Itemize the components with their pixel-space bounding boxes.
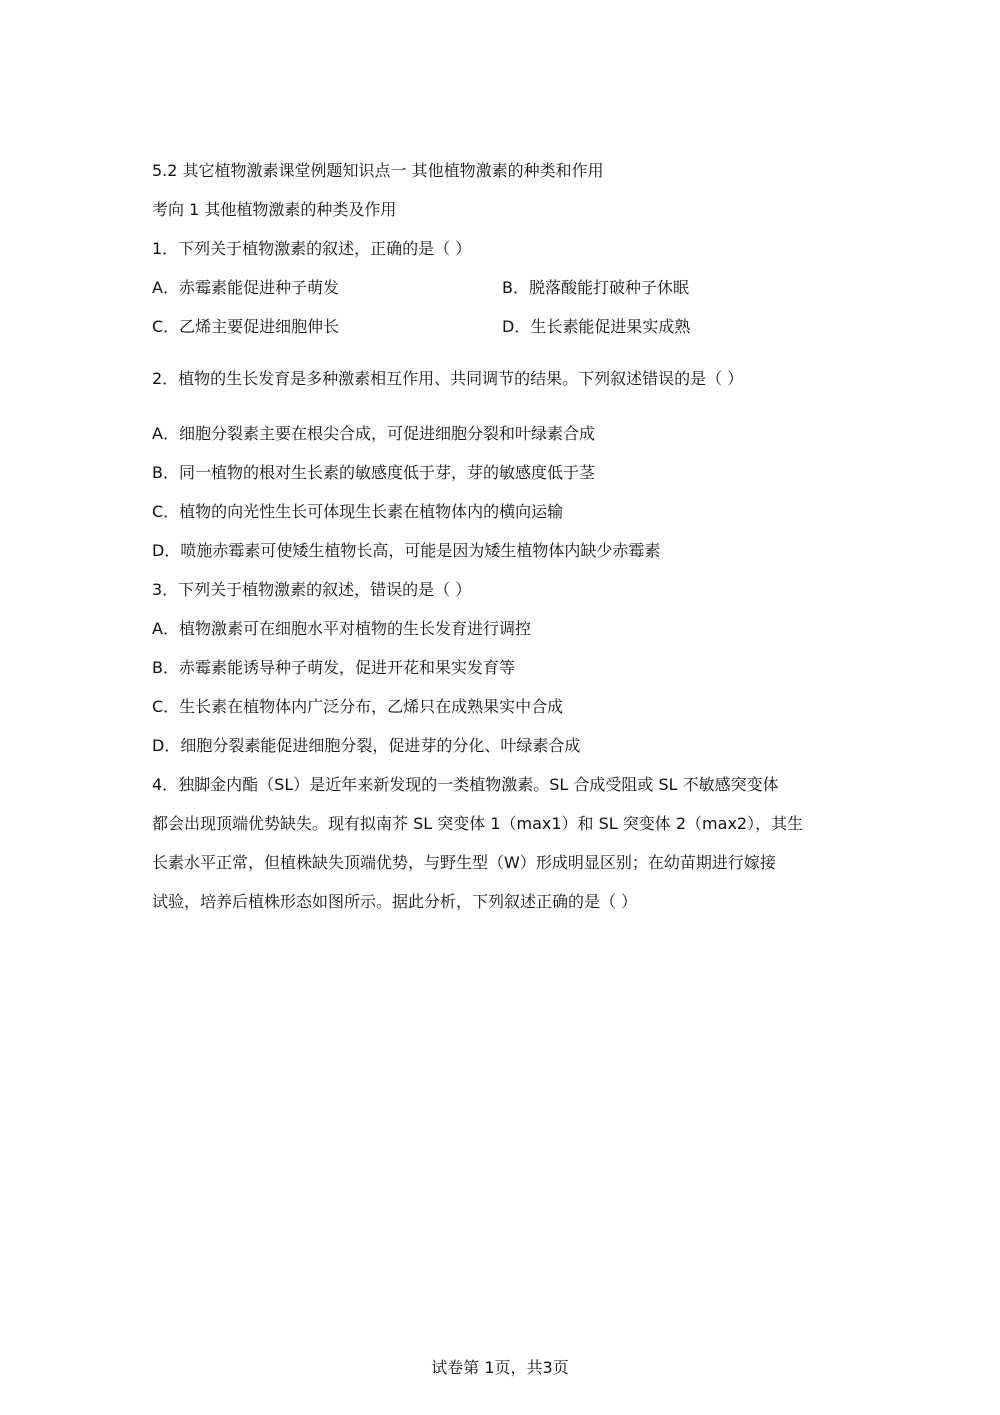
question-2-stem: 2．植物的生长发育是多种激素相互作用、共同调节的结果。下列叙述错误的是（ ） bbox=[152, 369, 744, 388]
question-1-option-a: A．赤霉素能促进种子萌发 bbox=[152, 278, 339, 297]
question-2-option-a: A．细胞分裂素主要在根尖合成，可促进细胞分裂和叶绿素合成 bbox=[152, 424, 595, 443]
question-4-stem-line-1: 4．独脚金内酯（SL）是近年来新发现的一类植物激素。SL 合成受阻或 SL 不敏感突变体 bbox=[152, 775, 779, 794]
question-4-stem-line-2: 都会出现顶端优势缺失。现有拟南芥 SL 突变体 1（max1）和 SL 突变体 2（max2），其生 bbox=[152, 814, 804, 833]
question-2-option-c: C．植物的向光性生长可体现生长素在植物体内的横向运输 bbox=[152, 502, 564, 521]
question-3-option-d: D．细胞分裂素能促进细胞分裂，促进芽的分化、叶绿素合成 bbox=[152, 736, 581, 755]
question-2-option-d: D．喷施赤霉素可使矮生植物长高，可能是因为矮生植物体内缺少赤霉素 bbox=[152, 541, 661, 560]
section-subtitle: 考向 1 其他植物激素的种类及作用 bbox=[152, 200, 397, 219]
document-title: 5.2 其它植物激素课堂例题知识点一 其他植物激素的种类和作用 bbox=[152, 161, 604, 180]
question-3-option-a: A．植物激素可在细胞水平对植物的生长发育进行调控 bbox=[152, 619, 531, 638]
question-3-option-c: C．生长素在植物体内广泛分布，乙烯只在成熟果实中合成 bbox=[152, 697, 564, 716]
question-1-option-c: C．乙烯主要促进细胞伸长 bbox=[152, 317, 340, 336]
question-3-option-b: B．赤霉素能诱导种子萌发，促进开花和果实发育等 bbox=[152, 658, 515, 677]
question-4-stem-line-4: 试验，培养后植株形态如图所示。据此分析，下列叙述正确的是（ ） bbox=[152, 892, 638, 911]
question-1-option-b: B．脱落酸能打破种子休眠 bbox=[502, 278, 689, 297]
question-1-stem: 1．下列关于植物激素的叙述，正确的是（ ） bbox=[152, 239, 472, 258]
question-4-stem-line-3: 长素水平正常，但植株缺失顶端优势，与野生型（W）形成明显区别；在幼苗期进行嫁接 bbox=[152, 853, 776, 872]
question-2-option-b: B．同一植物的根对生长素的敏感度低于芽，芽的敏感度低于茎 bbox=[152, 463, 595, 482]
question-1-option-d: D．生长素能促进果实成熟 bbox=[502, 317, 691, 336]
page-footer: 试卷第 1页，共3页 bbox=[431, 1358, 569, 1377]
question-3-stem: 3．下列关于植物激素的叙述，错误的是（ ） bbox=[152, 580, 472, 599]
